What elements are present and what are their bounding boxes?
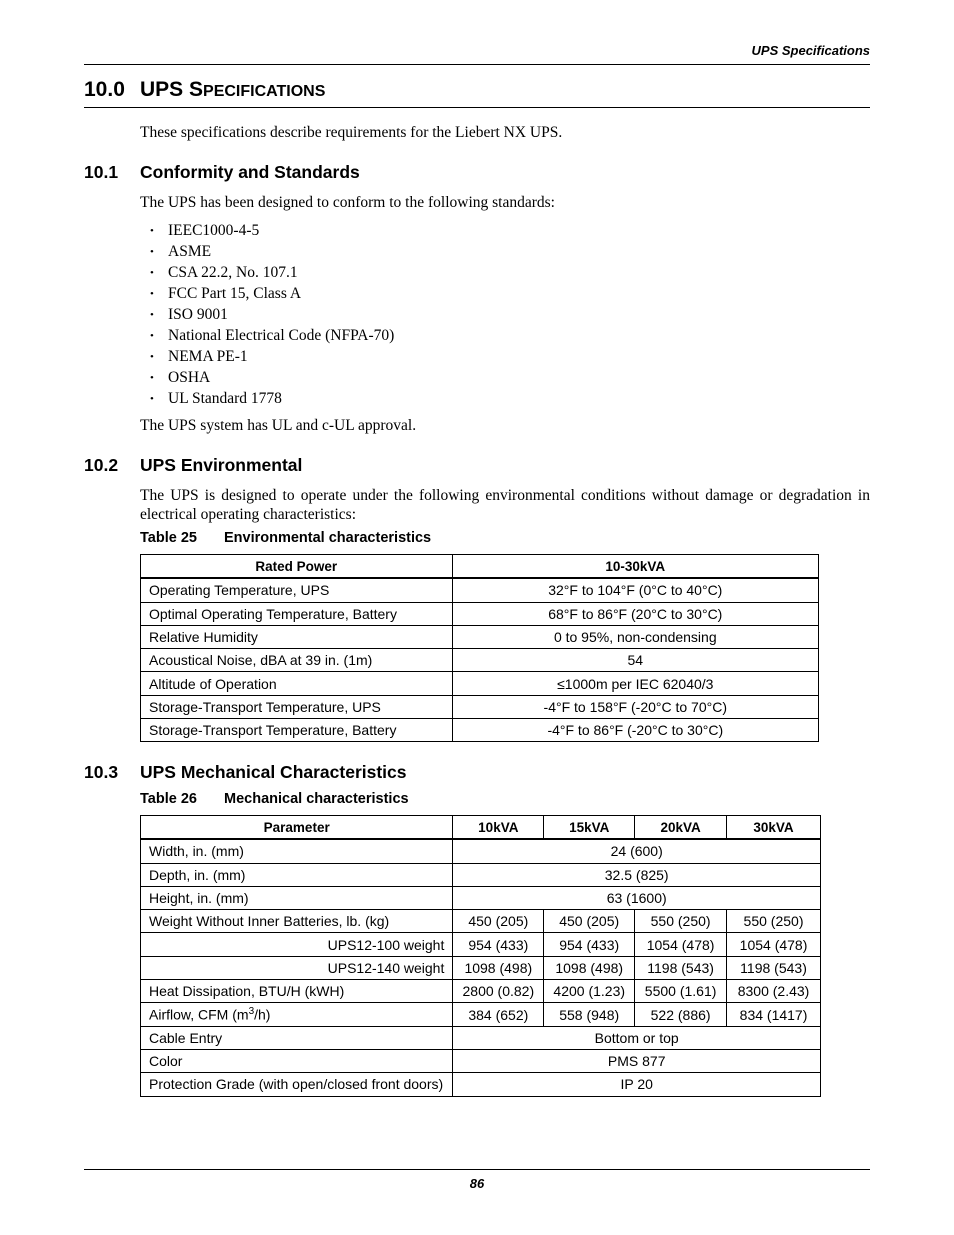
list-item-text: CSA 22.2, No. 107.1 [168, 264, 298, 281]
column-header: 20kVA [635, 816, 727, 840]
list-item [150, 325, 394, 346]
row-value: ≤1000m per IEC 62040/3 [452, 672, 818, 695]
table-label: Table 26 [140, 791, 197, 807]
standards-list [150, 220, 394, 409]
environmental-lead: The UPS is designed to operate under the following environmental conditions without damage or degradation in electrical operating characteristics: [140, 487, 870, 523]
section-heading-mechanical [84, 762, 407, 783]
table-row [141, 1049, 821, 1072]
running-header: UPS Specifications [751, 43, 870, 58]
list-item [150, 388, 394, 409]
bullet-icon: • [150, 330, 154, 342]
bullet-icon: • [150, 372, 154, 384]
table-row [141, 863, 821, 886]
row-label [141, 1003, 453, 1026]
table-header-row [141, 816, 821, 840]
list-item [150, 220, 394, 241]
section-number: 10.1 [84, 162, 119, 182]
table-row [141, 602, 819, 625]
list-item [150, 346, 394, 367]
row-value: IP 20 [453, 1073, 821, 1096]
table-row [141, 578, 819, 602]
list-item-text: FCC Part 15, Class A [168, 285, 302, 302]
row-value: 54 [452, 649, 818, 672]
row-value: 24 (600) [453, 839, 821, 863]
cell-10kva: 1098 (498) [453, 956, 544, 979]
row-value: 63 (1600) [453, 886, 821, 909]
cell-20kva: 522 (886) [635, 1003, 727, 1026]
table-25-caption [140, 530, 431, 546]
intro-paragraph: These specifications describe requirements for the Liebert NX UPS. [140, 124, 563, 141]
bullet-icon: • [150, 288, 154, 300]
row-value: 0 to 95%, non-condensing [452, 625, 818, 648]
row-label: Altitude of Operation [141, 672, 453, 695]
list-item-text: ISO 9001 [168, 306, 228, 323]
mechanical-table [140, 815, 821, 1097]
row-label: Cable Entry [141, 1026, 453, 1049]
airflow-label-start: Airflow, CFM (m [149, 1006, 249, 1023]
row-label: Storage-Transport Temperature, Battery [141, 719, 453, 742]
row-label: Acoustical Noise, dBA at 39 in. (1m) [141, 649, 453, 672]
bullet-icon: • [150, 267, 154, 279]
table-row [141, 649, 819, 672]
row-label: Width, in. (mm) [141, 839, 453, 863]
section-number: 10.3 [84, 762, 119, 782]
row-label: UPS12-100 weight [141, 933, 453, 956]
table-row [141, 956, 821, 979]
row-label: Depth, in. (mm) [141, 863, 453, 886]
list-item-text: National Electrical Code (NFPA-70) [168, 327, 395, 344]
cell-20kva: 1054 (478) [635, 933, 727, 956]
table-row [141, 980, 821, 1003]
list-item-text: UL Standard 1778 [168, 390, 282, 407]
cell-15kva: 558 (948) [544, 1003, 635, 1026]
list-item-text: OSHA [168, 369, 211, 386]
column-header: 10kVA [453, 816, 544, 840]
page-number: 86 [469, 1176, 485, 1191]
bullet-icon: • [150, 351, 154, 363]
table-row [141, 933, 821, 956]
section-number: 10.2 [84, 455, 119, 475]
cell-30kva: 1198 (543) [727, 956, 821, 979]
table-title: Environmental characteristics [224, 530, 432, 546]
row-label: Relative Humidity [141, 625, 453, 648]
table-row [141, 839, 821, 863]
list-item-text: IEEC1000-4-5 [168, 222, 260, 239]
row-label: Storage-Transport Temperature, UPS [141, 695, 453, 718]
row-label: Color [141, 1049, 453, 1072]
row-label: Operating Temperature, UPS [141, 578, 453, 602]
cell-10kva: 954 (433) [453, 933, 544, 956]
conformity-lead: The UPS has been designed to conform to the following standards: [140, 194, 555, 211]
row-label: UPS12-140 weight [141, 956, 453, 979]
row-value: Bottom or top [453, 1026, 821, 1049]
cell-15kva: 1098 (498) [544, 956, 635, 979]
row-label: Protection Grade (with open/closed front doors) [141, 1073, 453, 1096]
row-value: 68°F to 86°F (20°C to 30°C) [452, 602, 818, 625]
superscript: 3 [248, 1006, 255, 1018]
row-value: -4°F to 158°F (-20°C to 70°C) [452, 695, 818, 718]
list-item-text: NEMA PE-1 [168, 348, 248, 365]
cell-30kva: 1054 (478) [727, 933, 821, 956]
table-header-row [141, 555, 819, 579]
cell-15kva: 954 (433) [544, 933, 635, 956]
list-item [150, 262, 394, 283]
approval-note: The UPS system has UL and c-UL approval. [140, 417, 417, 434]
bullet-icon: • [150, 246, 154, 258]
chapter-title-smallcaps: PECIFICATIONS [203, 83, 326, 100]
chapter-title-text: UPS S [140, 78, 204, 101]
cell-30kva: 550 (250) [727, 910, 821, 933]
column-header: Parameter [141, 816, 453, 840]
list-item [150, 241, 394, 262]
table-label: Table 25 [140, 530, 197, 546]
row-value: 32°F to 104°F (0°C to 40°C) [452, 578, 818, 602]
cell-20kva: 550 (250) [635, 910, 727, 933]
section-title: UPS Mechanical Characteristics [140, 762, 407, 782]
cell-15kva: 4200 (1.23) [544, 980, 635, 1003]
section-title: UPS Environmental [140, 455, 303, 475]
table-row [141, 1073, 821, 1096]
section-heading-environmental [84, 455, 302, 476]
list-item [150, 367, 394, 388]
cell-30kva: 834 (1417) [727, 1003, 821, 1026]
table-row [141, 672, 819, 695]
row-label: Optimal Operating Temperature, Battery [141, 602, 453, 625]
cell-20kva: 5500 (1.61) [635, 980, 727, 1003]
bullet-icon: • [150, 309, 154, 321]
row-label: Heat Dissipation, BTU/H (kWH) [141, 980, 453, 1003]
airflow-label-end: /h) [254, 1006, 271, 1023]
column-header: Rated Power [141, 555, 453, 579]
header-divider [84, 64, 870, 65]
bullet-icon: • [150, 225, 154, 237]
list-item [150, 283, 394, 304]
cell-10kva: 384 (652) [453, 1003, 544, 1026]
row-value: PMS 877 [453, 1049, 821, 1072]
table-title: Mechanical characteristics [224, 791, 409, 807]
chapter-title [84, 78, 325, 102]
row-value: 32.5 (825) [453, 863, 821, 886]
row-label: Weight Without Inner Batteries, lb. (kg) [141, 910, 453, 933]
chapter-divider [84, 107, 870, 108]
chapter-number: 10.0 [84, 78, 125, 101]
section-heading-conformity [84, 162, 360, 183]
cell-30kva: 8300 (2.43) [727, 980, 821, 1003]
cell-20kva: 1198 (543) [635, 956, 727, 979]
table-row [141, 695, 819, 718]
table-row [141, 625, 819, 648]
environmental-table [140, 554, 819, 742]
section-title: Conformity and Standards [140, 162, 360, 182]
table-row [141, 1026, 821, 1049]
bullet-icon: • [150, 393, 154, 405]
list-item-text: ASME [168, 243, 212, 260]
table-row [141, 1003, 821, 1026]
column-header: 15kVA [544, 816, 635, 840]
row-label: Height, in. (mm) [141, 886, 453, 909]
table-row [141, 719, 819, 742]
table-26-caption [140, 791, 409, 807]
list-item [150, 304, 394, 325]
cell-15kva: 450 (205) [544, 910, 635, 933]
column-header: 30kVA [727, 816, 821, 840]
table-row [141, 886, 821, 909]
footer-divider [84, 1169, 870, 1170]
row-value: -4°F to 86°F (-20°C to 30°C) [452, 719, 818, 742]
cell-10kva: 2800 (0.82) [453, 980, 544, 1003]
table-row [141, 910, 821, 933]
column-header: 10-30kVA [452, 555, 818, 579]
cell-10kva: 450 (205) [453, 910, 544, 933]
